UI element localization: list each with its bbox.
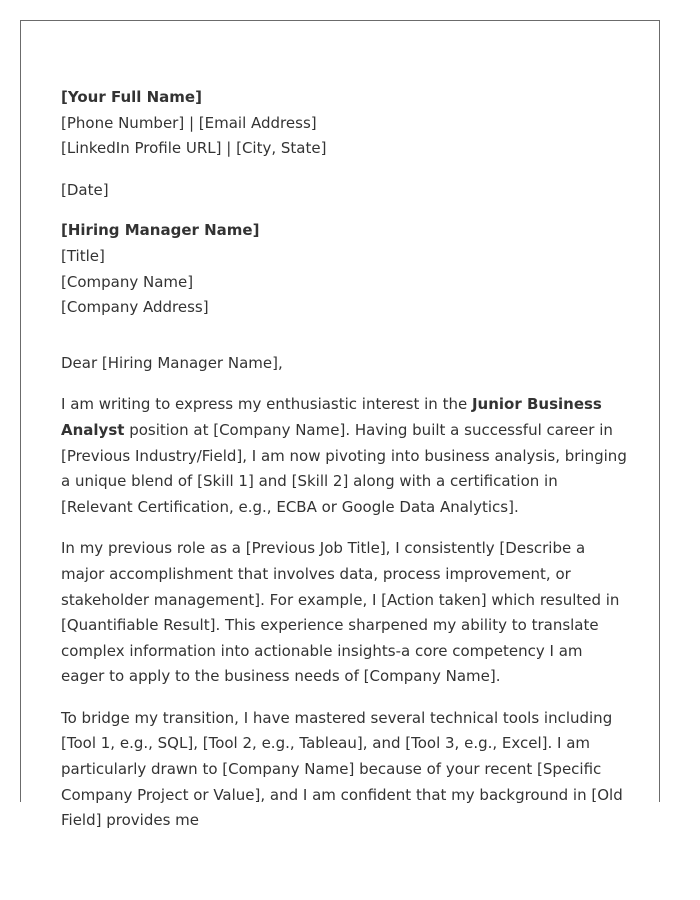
sender-name: [Your Full Name] [61, 88, 202, 106]
sender-block [61, 85, 627, 162]
recipient-address: [Company Address] [61, 298, 209, 317]
sender-contact-line-2: [LinkedIn Profile URL] | [City, State] [61, 139, 327, 158]
paragraph-intro-before: I am writing to express my enthusiastic interest in the [61, 395, 472, 414]
letter-date: [Date] [61, 180, 109, 199]
paragraph-experience: In my previous role as a [Previous Job Title], I consistently [Describe a major accomplishment that involves data, process improvement, or stakeholder management]. For example, I [Action taken] which resulted in [Quantifiable Result]. This experience sharpened my ability to translate complex information into actionable insights-a core competency I am eager to apply to the business needs of [Company Name]. [61, 539, 620, 686]
salutation-block [61, 351, 627, 377]
paragraph-intro [61, 392, 627, 520]
letter-page [20, 20, 660, 830]
job-title-highlight: Junior Business Analyst [61, 395, 602, 439]
sender-contact-line-1: [Phone Number] | [Email Address] [61, 113, 317, 132]
recipient-block [61, 218, 627, 320]
date-block [61, 178, 627, 204]
paragraph-transition: To bridge my transition, I have mastered several technical tools including [Tool 1, e.g., SQL], [Tool 2, e.g., Tableau], and [Tool 3, e.g., Excel]. I am particularly drawn to [Company Name] because of your recent [Specific Company Project or Value], and I am confident that my background in [Old Field] provides me [61, 708, 623, 830]
recipient-title: [Title] [61, 246, 105, 265]
recipient-name: [Hiring Manager Name] [61, 221, 260, 240]
salutation: Dear [Hiring Manager Name], [61, 353, 283, 372]
paragraph-intro-after: position at [Company Name]. Having built a successful career in [Previous Industry/Field], I am now pivoting into business analysis, bringing a unique blend of [Skill 1] and [Skill 2] along with a certification in [Relevant Certification, e.g., ECBA or Google Data Analytics]. [61, 420, 627, 516]
recipient-company: [Company Name] [61, 272, 194, 291]
letter-content [61, 85, 627, 834]
